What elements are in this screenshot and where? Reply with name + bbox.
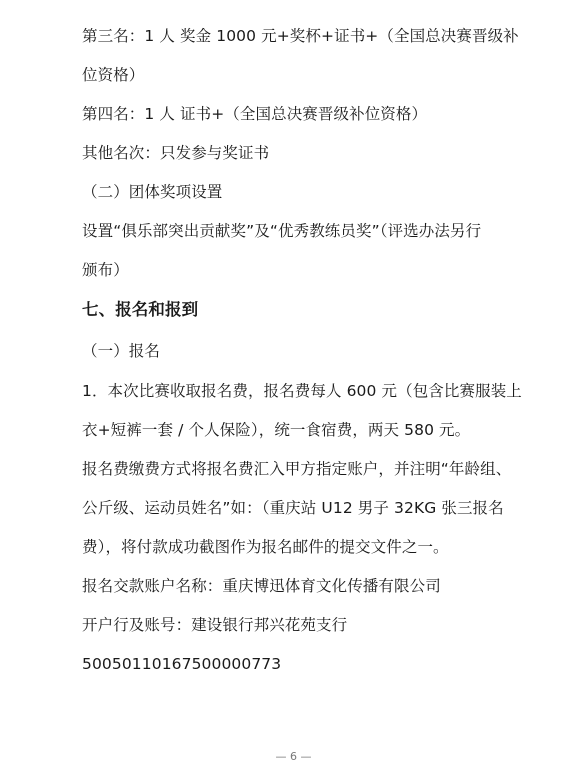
fee-line-2: 衣+短裤一套 / 个人保险），统一食宿费，两天 580 元。 <box>82 421 471 439</box>
prize-third-line-2: 位资格） <box>82 66 145 84</box>
team-award-line-2: 颁布） <box>82 261 129 279</box>
prize-fourth-line: 第四名：1 人 证书+（全国总决赛晋级补位资格） <box>82 105 428 123</box>
fee-line-1: 1．本次比赛收取报名费，报名费每人 600 元（包含比赛服装上 <box>82 382 522 400</box>
team-award-line-1: 设置“俱乐部突出贡献奖”及“优秀教练员奖”（评选办法另行 <box>82 222 482 240</box>
account-name-line: 报名交款账户名称：重庆博迅体育文化传播有限公司 <box>82 577 441 595</box>
payment-method-line-2: 公斤级、运动员姓名”如：（重庆站 U12 男子 32KG 张三报名 <box>82 499 504 517</box>
payment-method-line-1: 报名费缴费方式将报名费汇入甲方指定账户，并注明“年龄组、 <box>82 460 512 478</box>
other-rank-line: 其他名次：只发参与奖证书 <box>82 144 270 162</box>
account-number-line: 50050110167500000773 <box>82 655 282 673</box>
registration-subheading: （一）报名 <box>82 342 161 360</box>
page-number: — 6 — <box>275 750 312 763</box>
prize-third-line-1: 第三名：1 人 奖金 1000 元+奖杯+证书+（全国总决赛晋级补 <box>82 27 519 45</box>
team-award-subheading: （二）团体奖项设置 <box>82 183 223 201</box>
section-heading-registration: 七、报名和报到 <box>82 300 199 319</box>
bank-line: 开户行及账号：建设银行邦兴花苑支行 <box>82 616 348 634</box>
payment-method-line-3: 费），将付款成功截图作为报名邮件的提交文件之一。 <box>82 538 449 556</box>
